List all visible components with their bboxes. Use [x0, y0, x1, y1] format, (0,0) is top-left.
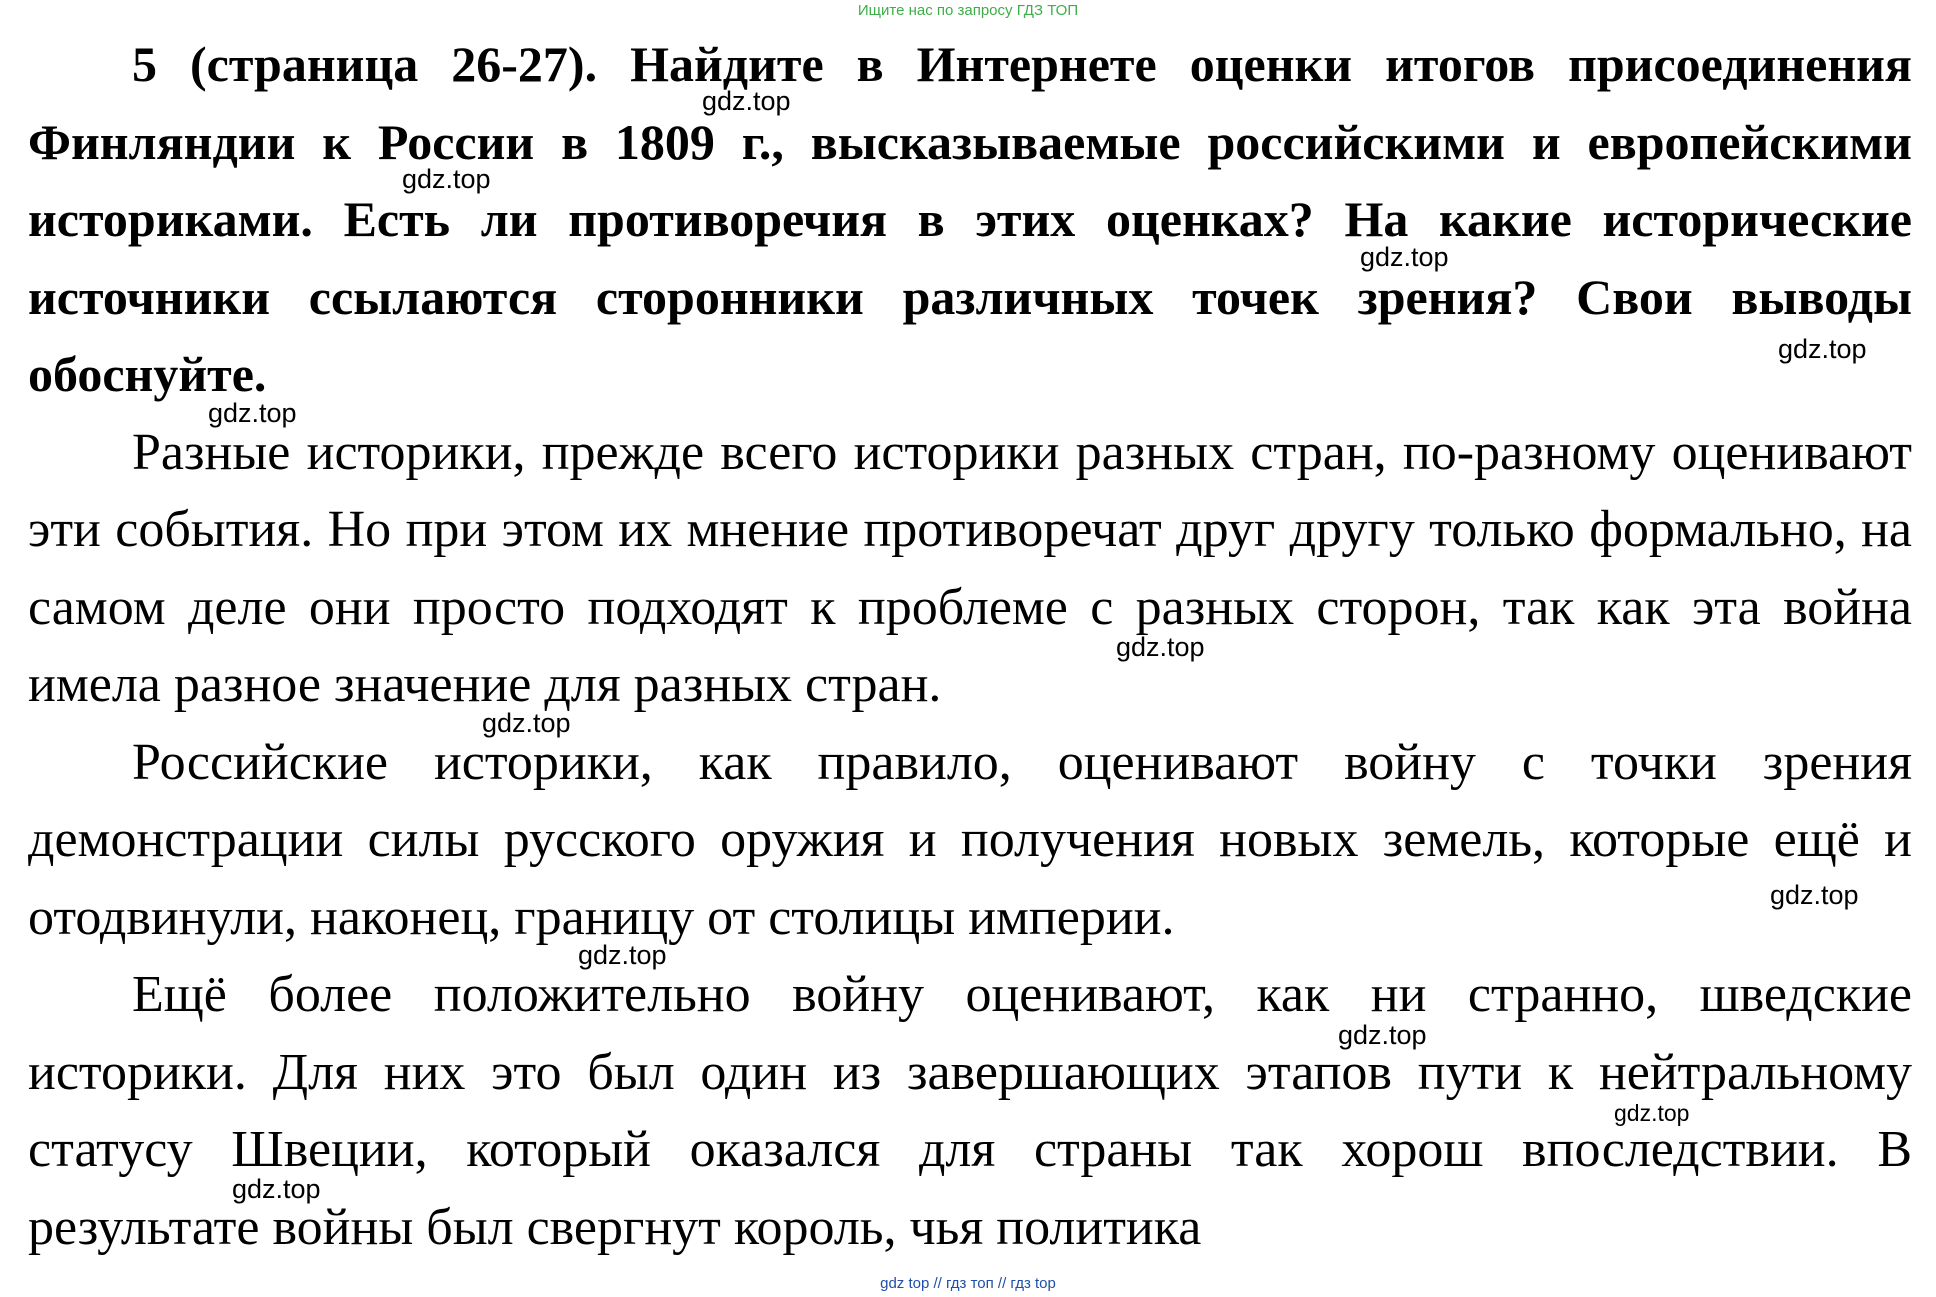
watermark: gdz.top	[402, 164, 491, 194]
top-banner[interactable]: Ищите нас по запросу ГДЗ ТОП	[857, 2, 1079, 19]
watermark: gdz.top	[232, 1174, 321, 1204]
footer-links[interactable]: gdz top // гдз топ // гдз top	[880, 1275, 1056, 1292]
watermark: gdz.top	[482, 708, 571, 738]
watermark: gdz.top	[1338, 1020, 1427, 1050]
watermark: gdz.top	[578, 940, 667, 970]
watermark: gdz.top	[208, 398, 297, 428]
task-heading: 5 (страница 26-27). Найдите в Интернете оценки итогов присоединения Финляндии к России в 1809 г., высказываемые российскими и европейскими историками. Есть ли противоречия в этих оценках? На какие исторические источники ссылаются сторонники различных точек зрения? Свои выводы обоснуйте.	[28, 36, 1912, 402]
answer-paragraph-1: Разные историки, прежде всего историки разных стран, по-разному оценивают эти события. Но при этом их мнение противоречат друг другу только формально, на самом деле они просто подходят к проблеме с разных сторон, так как эта война имела разное значение для разных стран.	[28, 423, 1912, 713]
watermark: gdz.top	[1614, 1100, 1690, 1126]
watermark: gdz.top	[1116, 632, 1205, 662]
watermark: gdz.top	[1778, 334, 1867, 364]
watermark: gdz.top	[1770, 880, 1859, 910]
watermark: gdz.top	[1360, 242, 1449, 272]
watermark: gdz.top	[702, 86, 791, 116]
document-body	[28, 26, 1912, 1266]
answer-paragraph-2: Российские историки, как правило, оценивают войну с точки зрения демонстрации силы русского оружия и получения новых земель, которые ещё и отодвинули, наконец, границу от столицы империи.	[28, 733, 1912, 946]
answer-paragraph-3: Ещё более положительно войну оценивают, как ни странно, шведские историки. Для них это был один из завершающих этапов пути к нейтральному статусу Швеции, который оказался для страны так хорош впоследствии. В результате войны был свергнут король, чья политика	[28, 966, 1912, 1256]
